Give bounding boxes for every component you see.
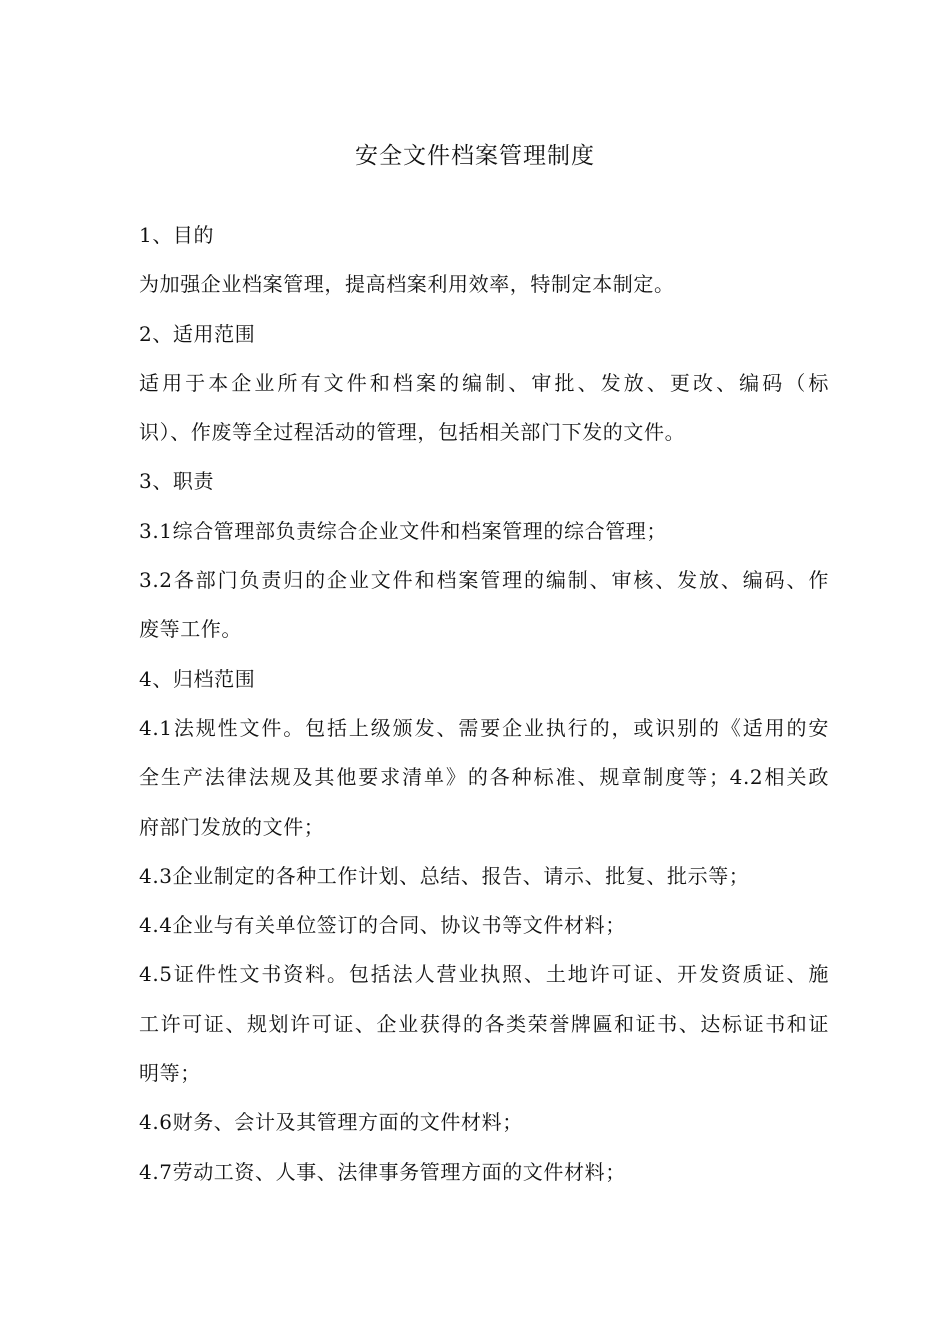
paragraph-line: 为加强企业档案管理，提高档案利用效率，特制定本制定。 [139,272,675,297]
paragraph-line: 3.2各部门负责归的企业文件和档案管理的编制、审核、发放、编码、作 [139,568,829,593]
section-heading-responsibilities: 3、职责 [139,469,215,494]
paragraph-line: 适用于本企业所有文件和档案的编制、审批、发放、更改、编码（标 [139,370,829,395]
paragraph-line: 废等工作。 [139,617,242,642]
paragraph-line: 明等； [139,1061,201,1086]
section-heading-purpose: 1、目的 [139,223,215,247]
document-title: 安全文件档案管理制度 [355,143,595,169]
paragraph-line: 府部门发放的文件； [139,814,325,839]
paragraph-line: 3.1综合管理部负责综合企业文件和档案管理的综合管理； [139,518,668,543]
paragraph-line: 4.3企业制定的各种工作计划、总结、报告、请示、批复、批示等； [139,863,750,888]
paragraph-line: 4.4企业与有关单位签订的合同、协议书等文件材料； [139,913,626,938]
paragraph-line: 4.1法规性文件。包括上级颁发、需要企业执行的，或识别的《适用的安 [139,715,829,740]
paragraph-line: 识）、作废等全过程活动的管理，包括相关部门下发的文件。 [139,420,686,445]
paragraph-line: 工许可证、规划许可证、企业获得的各类荣誉牌匾和证书、达标证书和证 [139,1011,829,1036]
paragraph-line: 4.6财务、会计及其管理方面的文件材料； [139,1110,523,1135]
section-heading-archiving-scope: 4、归档范围 [139,666,256,691]
paragraph-line: 4.7劳动工资、人事、法律事务管理方面的文件材料； [139,1159,626,1184]
paragraph-line: 全生产法律法规及其他要求清单》的各种标准、规章制度等；4.2相关政 [139,765,829,790]
document-body [139,216,829,1202]
section-heading-scope: 2、适用范围 [139,321,256,346]
paragraph-line: 4.5证件性文书资料。包括法人营业执照、土地许可证、开发资质证、施 [139,962,829,987]
